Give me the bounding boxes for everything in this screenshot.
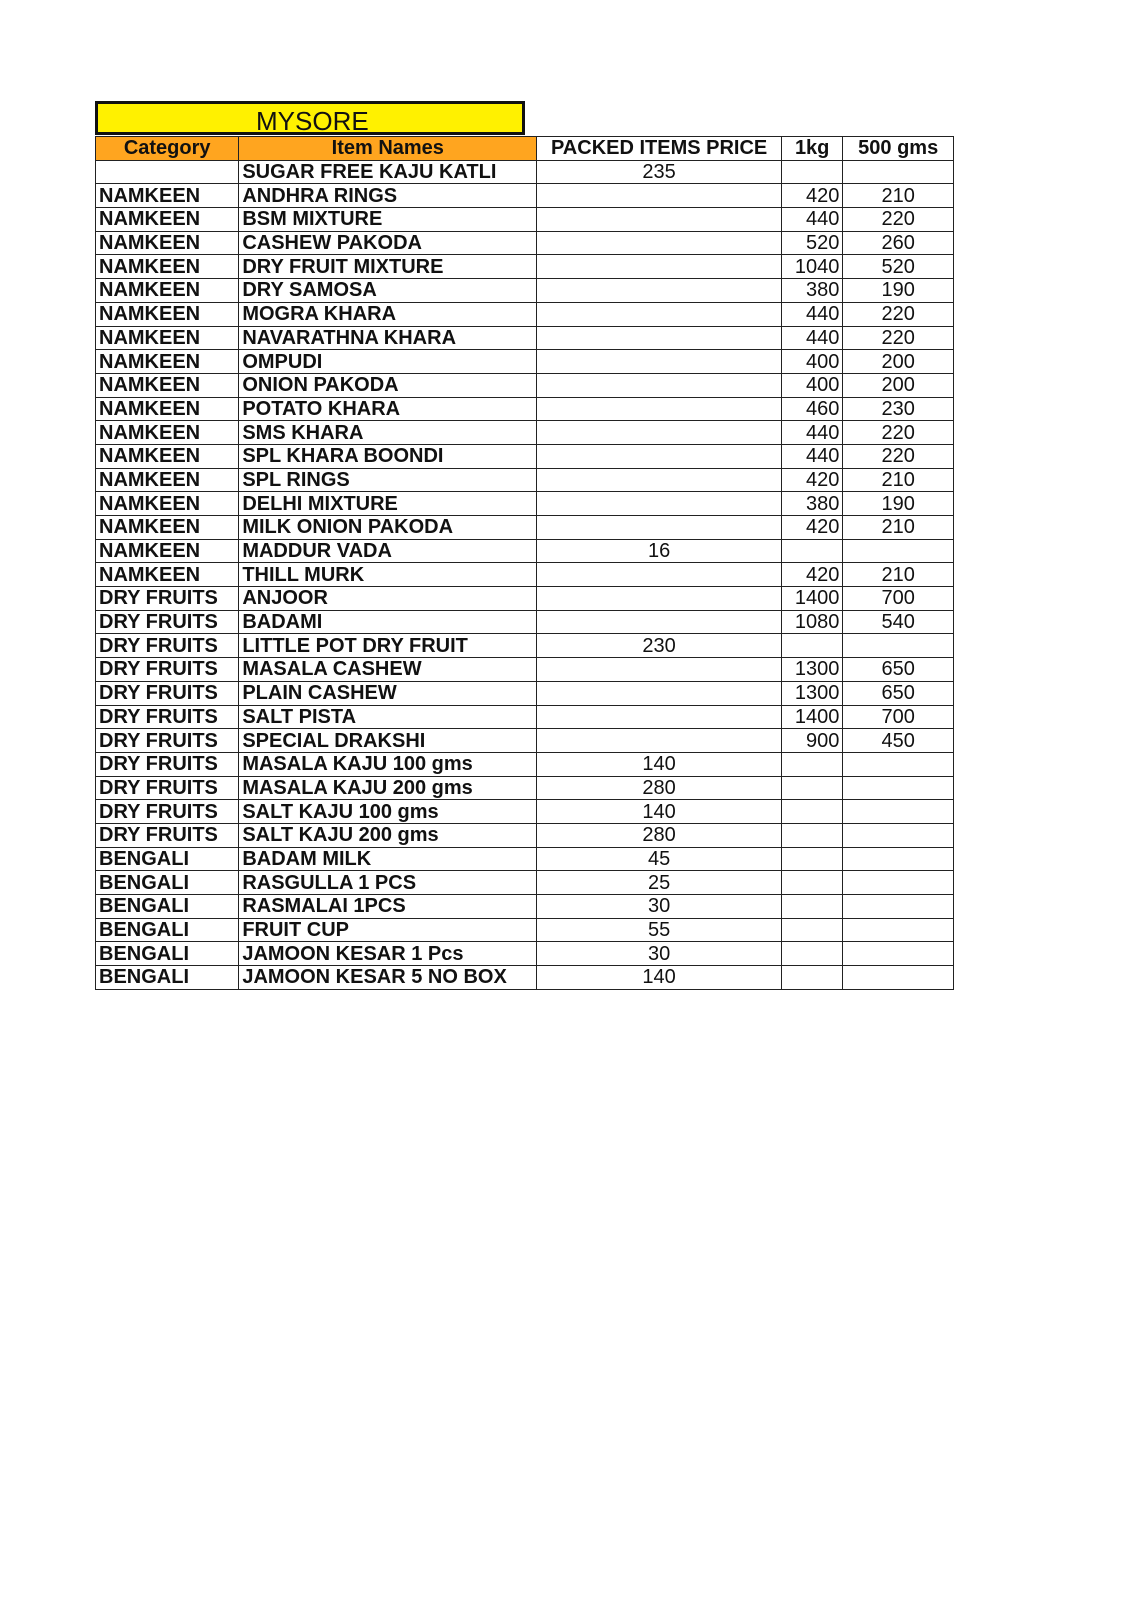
cell-category: DRY FRUITS [96, 705, 239, 729]
cell-category: NAMKEEN [96, 492, 239, 516]
table-row [96, 587, 954, 611]
cell-1kg-price: 420 [781, 468, 842, 492]
cell-item-name: JAMOON KESAR 1 Pcs [239, 942, 537, 966]
cell-packed-price [537, 468, 782, 492]
cell-category: NAMKEEN [96, 184, 239, 208]
cell-item-name: MOGRA KHARA [239, 302, 537, 326]
cell-item-name: PLAIN CASHEW [239, 681, 537, 705]
cell-1kg-price: 400 [781, 350, 842, 374]
cell-500gms-price: 210 [843, 184, 954, 208]
cell-1kg-price [781, 634, 842, 658]
cell-item-name: MASALA CASHEW [239, 658, 537, 682]
cell-500gms-price: 220 [843, 421, 954, 445]
cell-item-name: MADDUR VADA [239, 539, 537, 563]
cell-packed-price: 30 [537, 942, 782, 966]
cell-category: DRY FRUITS [96, 587, 239, 611]
cell-item-name: RASMALAI 1PCS [239, 895, 537, 919]
table-row [96, 563, 954, 587]
table-row [96, 823, 954, 847]
cell-1kg-price [781, 823, 842, 847]
table-row [96, 468, 954, 492]
cell-packed-price: 45 [537, 847, 782, 871]
cell-500gms-price [843, 160, 954, 184]
cell-1kg-price [781, 752, 842, 776]
cell-category: DRY FRUITS [96, 800, 239, 824]
cell-category: DRY FRUITS [96, 776, 239, 800]
table-row [96, 705, 954, 729]
cell-1kg-price: 440 [781, 326, 842, 350]
cell-500gms-price: 200 [843, 373, 954, 397]
cell-category: BENGALI [96, 847, 239, 871]
cell-category: DRY FRUITS [96, 658, 239, 682]
cell-category: NAMKEEN [96, 539, 239, 563]
cell-packed-price [537, 231, 782, 255]
cell-packed-price [537, 492, 782, 516]
cell-packed-price [537, 681, 782, 705]
cell-category: BENGALI [96, 942, 239, 966]
cell-packed-price [537, 373, 782, 397]
table-row [96, 942, 954, 966]
table-row [96, 208, 954, 232]
cell-500gms-price [843, 634, 954, 658]
cell-1kg-price: 520 [781, 231, 842, 255]
cell-item-name: ANDHRA RINGS [239, 184, 537, 208]
cell-1kg-price: 1040 [781, 255, 842, 279]
cell-item-name: DRY FRUIT MIXTURE [239, 255, 537, 279]
cell-category: NAMKEEN [96, 444, 239, 468]
cell-1kg-price: 900 [781, 729, 842, 753]
cell-500gms-price [843, 966, 954, 990]
cell-item-name: DELHI MIXTURE [239, 492, 537, 516]
cell-category: DRY FRUITS [96, 610, 239, 634]
cell-1kg-price [781, 895, 842, 919]
cell-500gms-price: 210 [843, 563, 954, 587]
cell-packed-price [537, 184, 782, 208]
cell-packed-price: 140 [537, 966, 782, 990]
header-packed-items-price: PACKED ITEMS PRICE [537, 137, 782, 161]
cell-500gms-price [843, 942, 954, 966]
table-row [96, 752, 954, 776]
cell-1kg-price: 440 [781, 421, 842, 445]
table-row [96, 397, 954, 421]
cell-1kg-price: 420 [781, 563, 842, 587]
cell-500gms-price [843, 800, 954, 824]
cell-1kg-price: 420 [781, 184, 842, 208]
cell-packed-price [537, 729, 782, 753]
table-row [96, 847, 954, 871]
cell-item-name: POTATO KHARA [239, 397, 537, 421]
table-row [96, 444, 954, 468]
cell-item-name: BADAMI [239, 610, 537, 634]
cell-500gms-price: 700 [843, 587, 954, 611]
cell-packed-price: 230 [537, 634, 782, 658]
cell-1kg-price: 380 [781, 279, 842, 303]
cell-item-name: SALT KAJU 100 gms [239, 800, 537, 824]
table-row [96, 516, 954, 540]
cell-item-name: ONION PAKODA [239, 373, 537, 397]
cell-500gms-price [843, 823, 954, 847]
cell-packed-price: 235 [537, 160, 782, 184]
table-row [96, 610, 954, 634]
cell-packed-price [537, 326, 782, 350]
cell-item-name: FRUIT CUP [239, 918, 537, 942]
cell-1kg-price: 440 [781, 302, 842, 326]
cell-1kg-price [781, 871, 842, 895]
cell-item-name: OMPUDI [239, 350, 537, 374]
cell-1kg-price: 460 [781, 397, 842, 421]
cell-500gms-price [843, 918, 954, 942]
table-row [96, 326, 954, 350]
cell-packed-price [537, 255, 782, 279]
cell-packed-price: 280 [537, 823, 782, 847]
cell-item-name: SPL KHARA BOONDI [239, 444, 537, 468]
cell-item-name: SALT PISTA [239, 705, 537, 729]
cell-category: NAMKEEN [96, 468, 239, 492]
table-row [96, 160, 954, 184]
cell-category: NAMKEEN [96, 516, 239, 540]
cell-1kg-price [781, 539, 842, 563]
table-row [96, 918, 954, 942]
cell-packed-price: 30 [537, 895, 782, 919]
cell-1kg-price [781, 160, 842, 184]
cell-item-name: DRY SAMOSA [239, 279, 537, 303]
cell-item-name: LITTLE POT DRY FRUIT [239, 634, 537, 658]
cell-item-name: BADAM MILK [239, 847, 537, 871]
cell-category: NAMKEEN [96, 373, 239, 397]
cell-item-name: ANJOOR [239, 587, 537, 611]
cell-category: DRY FRUITS [96, 681, 239, 705]
cell-1kg-price [781, 918, 842, 942]
header-row [96, 137, 954, 161]
cell-1kg-price: 380 [781, 492, 842, 516]
cell-item-name: SMS KHARA [239, 421, 537, 445]
cell-500gms-price: 230 [843, 397, 954, 421]
title-box [95, 101, 525, 135]
cell-item-name: CASHEW PAKODA [239, 231, 537, 255]
sheet-title: MYSORE [256, 106, 369, 136]
cell-item-name: NAVARATHNA KHARA [239, 326, 537, 350]
cell-500gms-price: 700 [843, 705, 954, 729]
cell-category: DRY FRUITS [96, 634, 239, 658]
cell-packed-price [537, 587, 782, 611]
table-row [96, 800, 954, 824]
cell-1kg-price: 420 [781, 516, 842, 540]
cell-1kg-price [781, 776, 842, 800]
cell-category: DRY FRUITS [96, 752, 239, 776]
cell-item-name: RASGULLA 1 PCS [239, 871, 537, 895]
cell-packed-price [537, 658, 782, 682]
cell-500gms-price: 650 [843, 681, 954, 705]
cell-item-name: JAMOON KESAR 5 NO BOX [239, 966, 537, 990]
cell-500gms-price [843, 871, 954, 895]
cell-category: NAMKEEN [96, 231, 239, 255]
header-500gms: 500 gms [843, 137, 954, 161]
cell-1kg-price: 1300 [781, 681, 842, 705]
cell-500gms-price: 220 [843, 208, 954, 232]
cell-packed-price: 140 [537, 752, 782, 776]
cell-packed-price [537, 302, 782, 326]
table-row [96, 634, 954, 658]
price-table [95, 136, 954, 990]
cell-category: NAMKEEN [96, 350, 239, 374]
cell-item-name: SPL RINGS [239, 468, 537, 492]
cell-category: NAMKEEN [96, 563, 239, 587]
cell-item-name: MASALA KAJU 100 gms [239, 752, 537, 776]
table-row [96, 776, 954, 800]
table-row [96, 350, 954, 374]
table-row [96, 681, 954, 705]
cell-category: NAMKEEN [96, 397, 239, 421]
cell-packed-price [537, 516, 782, 540]
cell-item-name: SPECIAL DRAKSHI [239, 729, 537, 753]
cell-packed-price: 140 [537, 800, 782, 824]
table-row [96, 421, 954, 445]
table-row [96, 729, 954, 753]
cell-500gms-price: 220 [843, 444, 954, 468]
table-row [96, 492, 954, 516]
table-row [96, 539, 954, 563]
header-1kg: 1kg [781, 137, 842, 161]
cell-category: NAMKEEN [96, 326, 239, 350]
cell-500gms-price: 540 [843, 610, 954, 634]
cell-packed-price [537, 444, 782, 468]
cell-category [96, 160, 239, 184]
cell-packed-price [537, 397, 782, 421]
cell-500gms-price: 520 [843, 255, 954, 279]
cell-category: NAMKEEN [96, 302, 239, 326]
cell-category: NAMKEEN [96, 255, 239, 279]
cell-500gms-price [843, 539, 954, 563]
table-row [96, 373, 954, 397]
table-row [96, 871, 954, 895]
cell-category: BENGALI [96, 918, 239, 942]
cell-1kg-price [781, 800, 842, 824]
cell-item-name: MASALA KAJU 200 gms [239, 776, 537, 800]
cell-500gms-price: 210 [843, 516, 954, 540]
cell-packed-price [537, 208, 782, 232]
cell-packed-price [537, 279, 782, 303]
cell-item-name: SALT KAJU 200 gms [239, 823, 537, 847]
cell-1kg-price [781, 847, 842, 871]
table-row [96, 279, 954, 303]
cell-packed-price: 16 [537, 539, 782, 563]
cell-500gms-price: 220 [843, 302, 954, 326]
cell-500gms-price: 220 [843, 326, 954, 350]
table-row [96, 658, 954, 682]
header-category: Category [96, 137, 239, 161]
cell-category: BENGALI [96, 871, 239, 895]
cell-1kg-price [781, 942, 842, 966]
cell-item-name: MILK ONION PAKODA [239, 516, 537, 540]
table-row [96, 302, 954, 326]
cell-500gms-price: 450 [843, 729, 954, 753]
cell-category: NAMKEEN [96, 421, 239, 445]
cell-500gms-price: 260 [843, 231, 954, 255]
cell-packed-price [537, 563, 782, 587]
cell-500gms-price: 190 [843, 279, 954, 303]
cell-1kg-price: 440 [781, 208, 842, 232]
cell-1kg-price: 1080 [781, 610, 842, 634]
table-row [96, 895, 954, 919]
cell-packed-price: 25 [537, 871, 782, 895]
cell-category: DRY FRUITS [96, 823, 239, 847]
table-row [96, 231, 954, 255]
cell-packed-price [537, 350, 782, 374]
header-item-names: Item Names [239, 137, 537, 161]
cell-1kg-price: 1400 [781, 587, 842, 611]
cell-category: BENGALI [96, 895, 239, 919]
cell-category: BENGALI [96, 966, 239, 990]
cell-packed-price [537, 705, 782, 729]
table-row [96, 966, 954, 990]
cell-item-name: BSM MIXTURE [239, 208, 537, 232]
cell-packed-price: 280 [537, 776, 782, 800]
cell-item-name: SUGAR FREE KAJU KATLI [239, 160, 537, 184]
cell-500gms-price [843, 847, 954, 871]
cell-category: NAMKEEN [96, 279, 239, 303]
cell-1kg-price: 400 [781, 373, 842, 397]
table-row [96, 184, 954, 208]
cell-500gms-price: 200 [843, 350, 954, 374]
cell-item-name: THILL MURK [239, 563, 537, 587]
cell-500gms-price: 650 [843, 658, 954, 682]
cell-category: DRY FRUITS [96, 729, 239, 753]
cell-1kg-price: 1300 [781, 658, 842, 682]
cell-category: NAMKEEN [96, 208, 239, 232]
cell-packed-price [537, 610, 782, 634]
cell-packed-price: 55 [537, 918, 782, 942]
table-row [96, 255, 954, 279]
cell-500gms-price: 210 [843, 468, 954, 492]
cell-500gms-price [843, 895, 954, 919]
cell-1kg-price: 1400 [781, 705, 842, 729]
cell-packed-price [537, 421, 782, 445]
cell-500gms-price: 190 [843, 492, 954, 516]
cell-1kg-price [781, 966, 842, 990]
cell-500gms-price [843, 776, 954, 800]
cell-1kg-price: 440 [781, 444, 842, 468]
cell-500gms-price [843, 752, 954, 776]
